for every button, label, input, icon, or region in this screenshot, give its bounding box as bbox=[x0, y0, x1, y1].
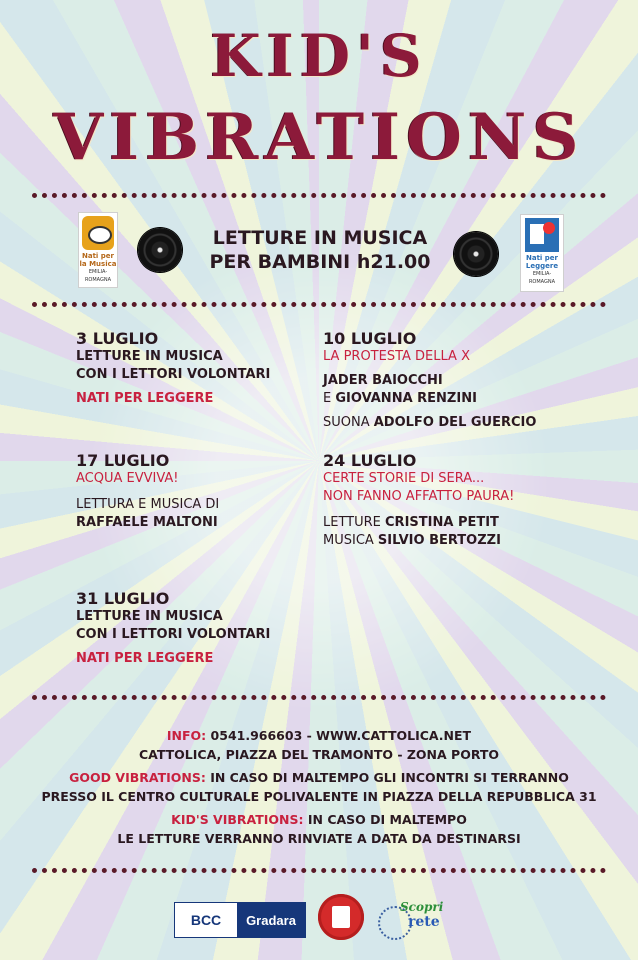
event-prefix: SUONA bbox=[323, 415, 374, 430]
subtitle-line2: PER BAMBINI h21.00 bbox=[209, 251, 431, 273]
event-10-luglio bbox=[323, 330, 603, 432]
poster-title-line1: KID'S bbox=[210, 22, 428, 90]
kids-vibrations-text: IN CASO DI MALTEMPO bbox=[307, 812, 467, 827]
event-date: 17 LUGLIO bbox=[76, 451, 170, 470]
event-line: LETTURE IN MUSICA bbox=[76, 349, 223, 364]
event-prefix: LETTURE bbox=[323, 515, 386, 530]
vinyl-record-icon bbox=[454, 232, 498, 276]
event-line: ADOLFO DEL GUERCIO bbox=[373, 415, 537, 430]
nati-per-la-musica-logo bbox=[78, 212, 118, 288]
event-highlight: LA PROTESTA DELLA X bbox=[323, 349, 470, 364]
logo-left-text: Nati per la Musica bbox=[79, 252, 117, 268]
logo-left-region: EMILIA-ROMAGNA bbox=[84, 269, 112, 283]
event-highlight: ACQUA EVVIVA! bbox=[76, 471, 179, 486]
dotted-divider bbox=[32, 695, 606, 700]
dotted-divider bbox=[32, 868, 606, 873]
scopri-text: Scopri bbox=[400, 900, 444, 914]
event-line: RAFFAELE MALTONI bbox=[76, 515, 218, 530]
poster-title-line2: VIBRATIONS bbox=[53, 100, 585, 175]
rete-text: rete bbox=[408, 914, 440, 930]
event-line: SILVIO BERTOZZI bbox=[377, 533, 501, 548]
event-line: CRISTINA PETIT bbox=[385, 515, 499, 530]
event-line: LETTURE IN MUSICA bbox=[76, 609, 223, 624]
event-17-luglio bbox=[76, 452, 316, 532]
cattolica-emblem-icon bbox=[318, 894, 364, 940]
subtitle bbox=[170, 226, 470, 274]
event-highlight: CERTE STORIE DI SERA... bbox=[323, 471, 485, 486]
reader-icon bbox=[525, 218, 559, 252]
event-24-luglio bbox=[323, 452, 603, 550]
event-line: LETTURA E MUSICA DI bbox=[76, 497, 220, 512]
dotted-divider bbox=[32, 302, 606, 307]
event-prefix: E bbox=[323, 391, 336, 406]
good-vibrations-text: IN CASO DI MALTEMPO GLI INCONTRI SI TERRANNO bbox=[210, 770, 569, 785]
event-prefix: MUSICA bbox=[323, 533, 378, 548]
kids-vibrations-text: LE LETTURE VERRANNO RINVIATE A DATA DA DESTINARSI bbox=[117, 831, 521, 846]
event-date: 24 LUGLIO bbox=[323, 451, 417, 470]
kids-vibrations-label: KID'S VIBRATIONS: bbox=[171, 812, 304, 827]
good-vibrations-text: PRESSO IL CENTRO CULTURALE POLIVALENTE IN PIAZZA DELLA REPUBBLICA 31 bbox=[41, 789, 597, 804]
music-face-icon bbox=[82, 216, 114, 250]
good-vibrations-label: GOOD VIBRATIONS: bbox=[69, 770, 206, 785]
event-line: CON I LETTORI VOLONTARI bbox=[76, 627, 271, 642]
event-date: 10 LUGLIO bbox=[323, 329, 417, 348]
logo-right-text: Nati per Leggere bbox=[525, 254, 559, 270]
event-line: GIOVANNA RENZINI bbox=[335, 391, 477, 406]
event-31-luglio bbox=[76, 590, 336, 668]
event-line: JADER BAIOCCHI bbox=[323, 373, 443, 388]
info-block bbox=[20, 726, 618, 848]
bcc-gradara-logo bbox=[174, 902, 306, 938]
info-contact: 0541.966603 - WWW.CATTOLICA.NET bbox=[210, 728, 472, 743]
gradara-text: Gradara bbox=[237, 903, 305, 937]
event-3-luglio bbox=[76, 330, 316, 408]
event-highlight: NATI PER LEGGERE bbox=[76, 651, 214, 666]
dotted-divider bbox=[32, 193, 606, 198]
event-date: 3 LUGLIO bbox=[76, 329, 159, 348]
bcc-text: BCC bbox=[175, 903, 237, 937]
event-date: 31 LUGLIO bbox=[76, 589, 170, 608]
scopri-rete-logo bbox=[378, 898, 448, 940]
logo-right-region: EMILIA-ROMAGNA bbox=[528, 271, 556, 285]
subtitle-line1: LETTURE IN MUSICA bbox=[212, 227, 428, 249]
info-label: INFO: bbox=[166, 728, 207, 743]
event-highlight: NON FANNO AFFATTO PAURA! bbox=[323, 489, 515, 504]
event-line: CON I LETTORI VOLONTARI bbox=[76, 367, 271, 382]
event-highlight: NATI PER LEGGERE bbox=[76, 391, 214, 406]
info-place: CATTOLICA, PIAZZA DEL TRAMONTO - ZONA PORTO bbox=[138, 747, 500, 762]
nati-per-leggere-logo bbox=[520, 214, 564, 292]
